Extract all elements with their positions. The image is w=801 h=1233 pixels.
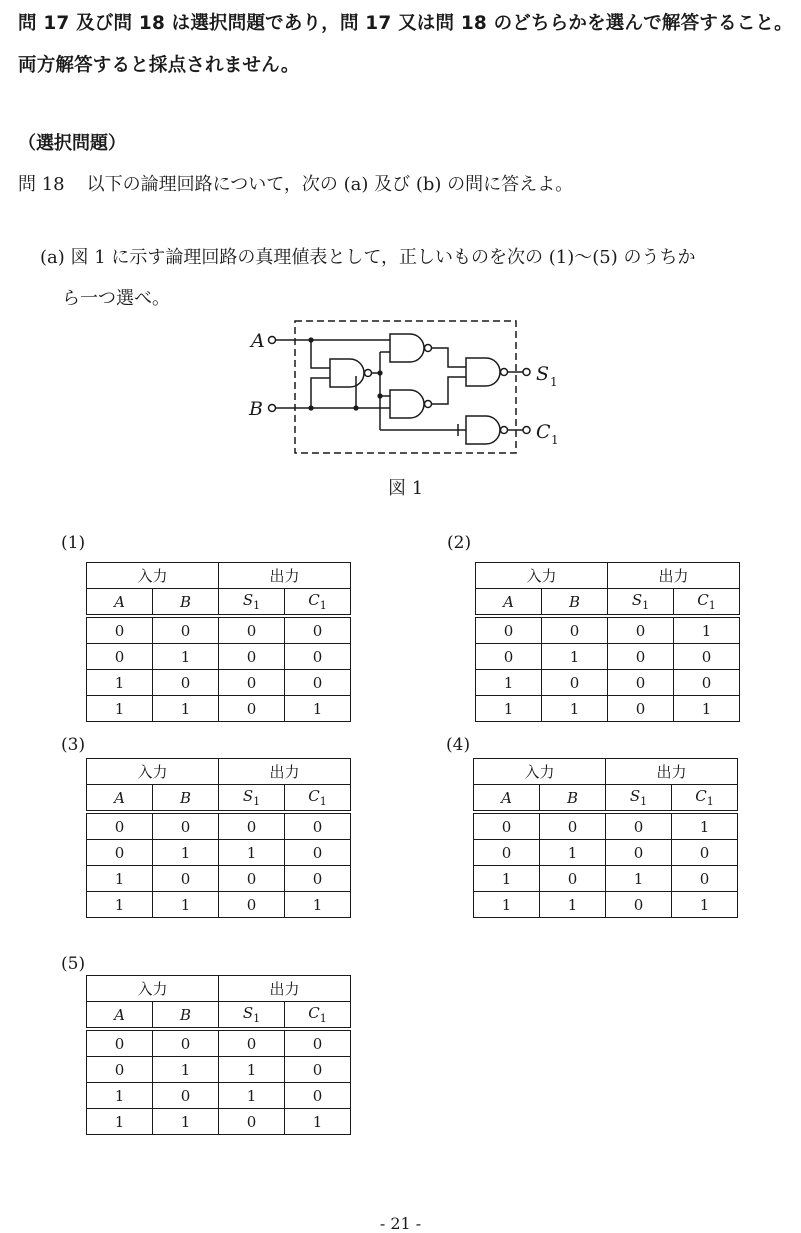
table-cell: 1 — [606, 866, 672, 892]
table-header-row — [87, 976, 351, 1002]
table-row — [474, 812, 738, 840]
header-input: 入力 — [476, 563, 608, 589]
table-cell: 1 — [285, 892, 351, 918]
table-column-header-row — [87, 785, 351, 813]
table-cell: 0 — [153, 616, 219, 644]
table-cell: 0 — [87, 644, 153, 670]
header-input: 入力 — [87, 976, 219, 1002]
truth-table-4 — [473, 758, 738, 918]
table-cell: 0 — [672, 840, 738, 866]
table-cell: 1 — [219, 840, 285, 866]
table-header-row — [87, 563, 351, 589]
table-cell: 0 — [285, 1083, 351, 1109]
output-s-terminal — [523, 369, 530, 376]
header-output: 出力 — [606, 759, 738, 785]
table-cell: 0 — [672, 866, 738, 892]
table-cell: 0 — [608, 696, 674, 722]
table-cell: 1 — [476, 696, 542, 722]
table-cell: 0 — [87, 812, 153, 840]
input-a-terminal — [269, 337, 276, 344]
table-row — [87, 644, 351, 670]
table-row — [87, 1109, 351, 1135]
header-output: 出力 — [219, 759, 351, 785]
table-cell: 1 — [87, 892, 153, 918]
output-c-terminal — [523, 427, 530, 434]
table-cell: 1 — [87, 1109, 153, 1135]
enclosure-box — [295, 321, 516, 453]
header-input: 入力 — [87, 759, 219, 785]
table-cell: 0 — [219, 812, 285, 840]
table-cell: 0 — [608, 670, 674, 696]
output-c-subscript: 1 — [551, 433, 559, 447]
header-output: 出力 — [219, 563, 351, 589]
table-cell: 0 — [476, 644, 542, 670]
table-cell: 1 — [153, 892, 219, 918]
table-cell: 0 — [476, 616, 542, 644]
table-column-header-row — [474, 785, 738, 813]
col-s1-header: $S_1$ — [219, 785, 285, 813]
nand-gate-2 — [390, 334, 424, 362]
table-cell: 1 — [87, 670, 153, 696]
table-cell: 1 — [87, 1083, 153, 1109]
nand-gate-3 — [390, 390, 424, 418]
table-cell: 0 — [87, 616, 153, 644]
table-cell: 0 — [608, 644, 674, 670]
table-cell: 0 — [285, 1029, 351, 1057]
table-cell: 1 — [153, 1109, 219, 1135]
col-s1-header: $S_1$ — [219, 589, 285, 617]
table-cell: 1 — [672, 892, 738, 918]
table-row — [87, 696, 351, 722]
table-cell: 0 — [219, 892, 285, 918]
table-cell: 1 — [674, 696, 740, 722]
col-b-header: B — [153, 785, 219, 813]
table-cell: 1 — [153, 644, 219, 670]
table-row — [474, 892, 738, 918]
table-cell: 0 — [285, 644, 351, 670]
truth-table-3 — [86, 758, 351, 918]
table-header-row — [476, 563, 740, 589]
table-cell: 1 — [540, 892, 606, 918]
table-cell: 0 — [285, 616, 351, 644]
table-row — [87, 670, 351, 696]
table-cell: 1 — [674, 616, 740, 644]
col-c1-header: $C_1$ — [285, 589, 351, 617]
table-cell: 1 — [87, 866, 153, 892]
table-cell: 0 — [153, 866, 219, 892]
table-row — [476, 670, 740, 696]
col-a-header: A — [87, 785, 153, 813]
table-cell: 0 — [153, 1029, 219, 1057]
table-cell: 0 — [674, 670, 740, 696]
table-cell: 0 — [219, 670, 285, 696]
table-cell: 1 — [285, 1109, 351, 1135]
table-row — [476, 616, 740, 644]
table-column-header-row — [87, 1002, 351, 1030]
table-cell: 0 — [606, 840, 672, 866]
table-cell: 0 — [540, 866, 606, 892]
instruction-line-2: 両方解答すると採点されません。 — [18, 55, 300, 76]
question-line — [18, 170, 573, 196]
table-cell: 0 — [219, 644, 285, 670]
col-c1-header: $C_1$ — [672, 785, 738, 813]
table-cell: 1 — [153, 840, 219, 866]
option-4-label: (4) — [446, 735, 471, 755]
table-cell: 1 — [474, 866, 540, 892]
table-header-row — [87, 759, 351, 785]
col-s1-header: $S_1$ — [219, 1002, 285, 1030]
table-row — [476, 696, 740, 722]
table-cell: 1 — [542, 644, 608, 670]
col-c1-header: $C_1$ — [285, 785, 351, 813]
table-cell: 1 — [219, 1057, 285, 1083]
input-b-label: B — [249, 398, 263, 420]
col-b-header: B — [540, 785, 606, 813]
table-cell: 0 — [219, 696, 285, 722]
table-cell: 1 — [285, 696, 351, 722]
question-number: 問 18 — [18, 174, 65, 195]
nand-gate-4 — [466, 358, 500, 386]
table-cell: 0 — [285, 1057, 351, 1083]
option-2-label: (2) — [447, 533, 472, 553]
table-cell: 0 — [87, 1029, 153, 1057]
col-c1-header: $C_1$ — [674, 589, 740, 617]
col-a-header: A — [476, 589, 542, 617]
option-3-label: (3) — [61, 735, 86, 755]
sub-question-a-line-1: (a) 図 1 に示す論理回路の真理値表として，正しいものを次の (1)～(5) のうちか — [40, 247, 696, 268]
nand-gate-5 — [466, 416, 500, 444]
table-row — [87, 1083, 351, 1109]
col-a-header: A — [87, 1002, 153, 1030]
table-cell: 0 — [542, 616, 608, 644]
table-row — [87, 892, 351, 918]
output-s-subscript: 1 — [550, 375, 558, 389]
table-header-row — [474, 759, 738, 785]
table-cell: 1 — [540, 840, 606, 866]
col-s1-header: $S_1$ — [606, 785, 672, 813]
table-cell: 1 — [476, 670, 542, 696]
table-cell: 0 — [540, 812, 606, 840]
figure-caption: 図 1 — [388, 478, 424, 499]
header-output: 出力 — [608, 563, 740, 589]
col-b-header: B — [153, 589, 219, 617]
table-cell: 1 — [153, 696, 219, 722]
table-cell: 0 — [474, 812, 540, 840]
table-row — [474, 840, 738, 866]
table-cell: 0 — [674, 644, 740, 670]
header-output: 出力 — [219, 976, 351, 1002]
sub-question-a-line-2: ら一つ選べ。 — [62, 288, 170, 309]
instruction-line-1: 問 17 及び問 18 は選択問題であり，問 17 又は問 18 のどちらかを選んで解答すること。 — [18, 13, 793, 34]
header-input: 入力 — [474, 759, 606, 785]
table-row — [87, 1057, 351, 1083]
table-cell: 1 — [87, 696, 153, 722]
table-cell: 0 — [606, 812, 672, 840]
table-cell: 0 — [542, 670, 608, 696]
table-cell: 1 — [153, 1057, 219, 1083]
table-cell: 1 — [474, 892, 540, 918]
truth-table-5 — [86, 975, 351, 1135]
page-number: - 21 - — [379, 1214, 422, 1233]
table-cell: 0 — [285, 812, 351, 840]
table-cell: 0 — [87, 1057, 153, 1083]
col-a-header: A — [87, 589, 153, 617]
output-s-label: S — [536, 363, 550, 385]
table-cell: 0 — [285, 840, 351, 866]
table-row — [87, 840, 351, 866]
table-row — [87, 812, 351, 840]
option-5-label: (5) — [61, 954, 86, 974]
col-c1-header: $C_1$ — [285, 1002, 351, 1030]
header-input: 入力 — [87, 563, 219, 589]
table-cell: 0 — [153, 812, 219, 840]
table-cell: 1 — [672, 812, 738, 840]
truth-table-1 — [86, 562, 351, 722]
table-cell: 0 — [153, 670, 219, 696]
table-cell: 1 — [219, 1083, 285, 1109]
table-cell: 0 — [219, 1109, 285, 1135]
section-label: （選択問題） — [18, 133, 126, 154]
table-cell: 0 — [285, 670, 351, 696]
col-b-header: B — [542, 589, 608, 617]
table-row — [474, 866, 738, 892]
table-column-header-row — [87, 589, 351, 617]
option-1-label: (1) — [61, 533, 86, 553]
table-row — [87, 866, 351, 892]
output-c-label: C — [536, 421, 551, 443]
col-a-header: A — [474, 785, 540, 813]
table-column-header-row — [476, 589, 740, 617]
question-text: 以下の論理回路について，次の (a) 及び (b) の問に答えよ。 — [86, 174, 574, 195]
table-cell: 0 — [219, 1029, 285, 1057]
table-cell: 0 — [608, 616, 674, 644]
table-row — [87, 1029, 351, 1057]
table-row — [476, 644, 740, 670]
table-cell: 0 — [219, 616, 285, 644]
truth-table-2 — [475, 562, 740, 722]
table-cell: 0 — [606, 892, 672, 918]
logic-circuit-diagram — [238, 312, 578, 462]
nand-gate-1 — [330, 359, 364, 387]
table-cell: 0 — [87, 840, 153, 866]
table-cell: 0 — [474, 840, 540, 866]
table-cell: 0 — [285, 866, 351, 892]
table-cell: 0 — [153, 1083, 219, 1109]
input-a-label: A — [251, 330, 265, 352]
table-cell: 1 — [542, 696, 608, 722]
col-b-header: B — [153, 1002, 219, 1030]
table-cell: 0 — [219, 866, 285, 892]
table-row — [87, 616, 351, 644]
col-s1-header: $S_1$ — [608, 589, 674, 617]
input-b-terminal — [269, 405, 276, 412]
